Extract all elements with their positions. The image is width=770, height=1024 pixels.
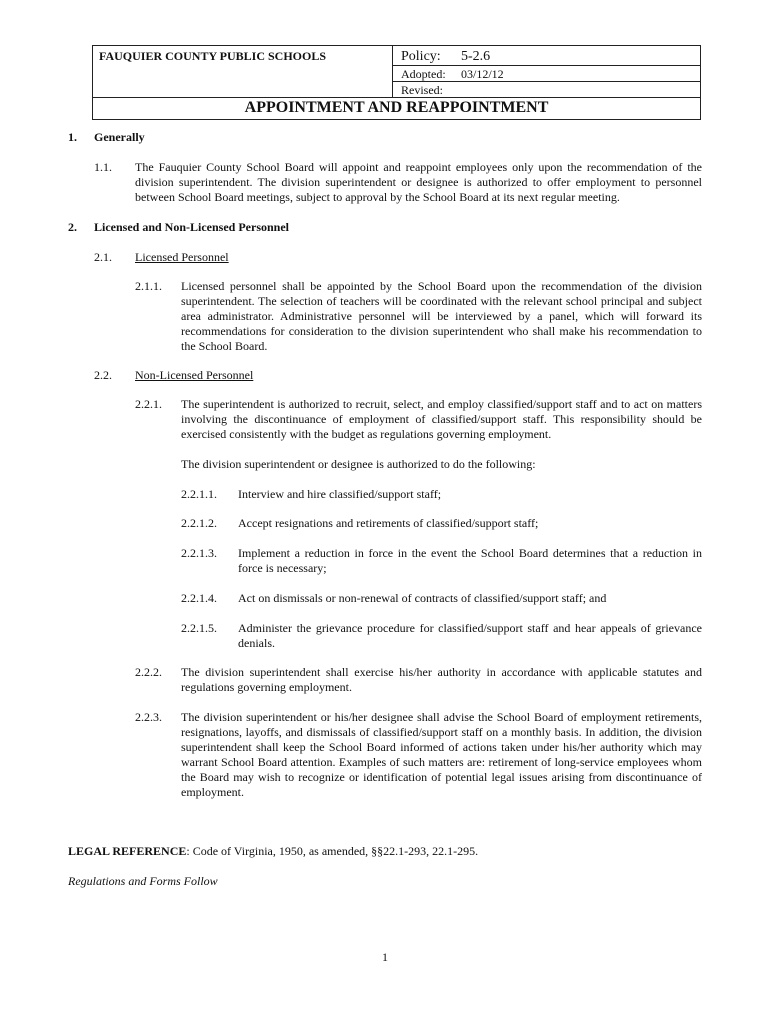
policy-meta <box>401 48 691 98</box>
para-1-1-number: 1.1. <box>94 160 112 174</box>
regulations-follow-note: Regulations and Forms Follow <box>68 874 218 888</box>
para-2-2-2-number: 2.2.2. <box>135 665 162 679</box>
list-item-number: 2.2.1.3. <box>181 546 217 560</box>
para-2-1-1-number: 2.1.1. <box>135 279 162 293</box>
para-2-2-number: 2.2. <box>94 368 112 382</box>
para-2-1-title: Licensed Personnel <box>135 250 229 264</box>
section-1-title: Generally <box>94 130 145 144</box>
policy-header <box>92 45 701 120</box>
list-item-number: 2.2.1.2. <box>181 516 217 530</box>
revised-row <box>401 82 691 98</box>
section-2-number: 2. <box>68 220 77 234</box>
legal-reference-label: LEGAL REFERENCE <box>68 844 187 858</box>
policy-title: APPOINTMENT AND REAPPOINTMENT <box>244 99 549 116</box>
para-2-2-1-number: 2.2.1. <box>135 397 162 411</box>
section-2-title: Licensed and Non-Licensed Personnel <box>94 220 290 234</box>
list-item-text: Administer the grievance procedure for classified/support staff and hear appeals of grievance denials. <box>238 621 702 650</box>
list-item-number: 2.2.1.5. <box>181 621 217 635</box>
para-2-1-number: 2.1. <box>94 250 112 264</box>
header-rule <box>393 81 700 82</box>
adopted-label: Adopted: <box>401 67 446 81</box>
revised-label: Revised: <box>401 83 443 97</box>
page-number: 1 <box>382 950 388 964</box>
para-2-2-3-text: The division superintendent or his/her designee shall advise the School Board of employment retirements, resignations, layoffs, and dismissals of classified/support staff on a monthly basis. In addition, the division superintendent shall keep the School Board informed of actions taken under his/her authority which may warrant School Board attention. Examples of such matters are: retirement of long-service employees whom the Board may wish to recognize or identification of potential legal issues arising from discontinuance of employment. <box>181 710 702 799</box>
para-2-1-1-text: Licensed personnel shall be appointed by the School Board upon the recommendation of the division superintendent. The selection of teachers will be coordinated with the relevant school principal and subject area administrator. Administrative personnel will be interviewed by a panel, which will forward its recommendations for consideration to the division superintendent who shall make his recommendation to the School Board. <box>181 279 702 353</box>
section-1-number: 1. <box>68 130 77 144</box>
para-2-2-1-text: The superintendent is authorized to recruit, select, and employ classified/support staff and to act on matters involving the discontinuance of employment of classified/support staff. This responsibility should be exercised consistently with the budget as regulations governing employment. <box>181 397 702 441</box>
list-item-text: Interview and hire classified/support staff; <box>238 487 442 501</box>
list-item-number: 2.2.1.4. <box>181 591 217 605</box>
para-1-1-text: The Fauquier County School Board will appoint and reappoint employees only upon the recommendation of the division superintendent. The division superintendent or designee is authorized to offer employment to personnel between School Board meetings, subject to approval by the School Board at its next regular meeting. <box>135 160 702 204</box>
list-item-number: 2.2.1.1. <box>181 487 217 501</box>
para-2-2-3-number: 2.2.3. <box>135 710 162 724</box>
header-rule <box>393 65 700 66</box>
adopted-value: 03/12/12 <box>461 67 504 81</box>
list-item-text: Implement a reduction in force in the event the School Board determines that a reduction in force is necessary; <box>238 546 702 575</box>
para-2-2-title: Non-Licensed Personnel <box>135 368 254 382</box>
para-2-2-2-text: The division superintendent shall exercise his/her authority in accordance with applicable statutes and regulations governing employment. <box>181 665 702 694</box>
policy-value: 5-2.6 <box>461 49 491 64</box>
para-2-2-1-intro: The division superintendent or designee is authorized to do the following: <box>181 457 536 471</box>
legal-reference-text: : Code of Virginia, 1950, as amended, §§22.1-293, 22.1-295. <box>186 844 479 858</box>
legal-reference <box>68 844 708 859</box>
list-item-text: Act on dismissals or non-renewal of contracts of classified/support staff; and <box>238 591 607 605</box>
policy-row <box>401 48 691 66</box>
list-item-text: Accept resignations and retirements of classified/support staff; <box>238 516 539 530</box>
policy-label: Policy: <box>401 49 441 64</box>
org-name: FAUQUIER COUNTY PUBLIC SCHOOLS <box>93 46 393 97</box>
adopted-row <box>401 66 691 82</box>
